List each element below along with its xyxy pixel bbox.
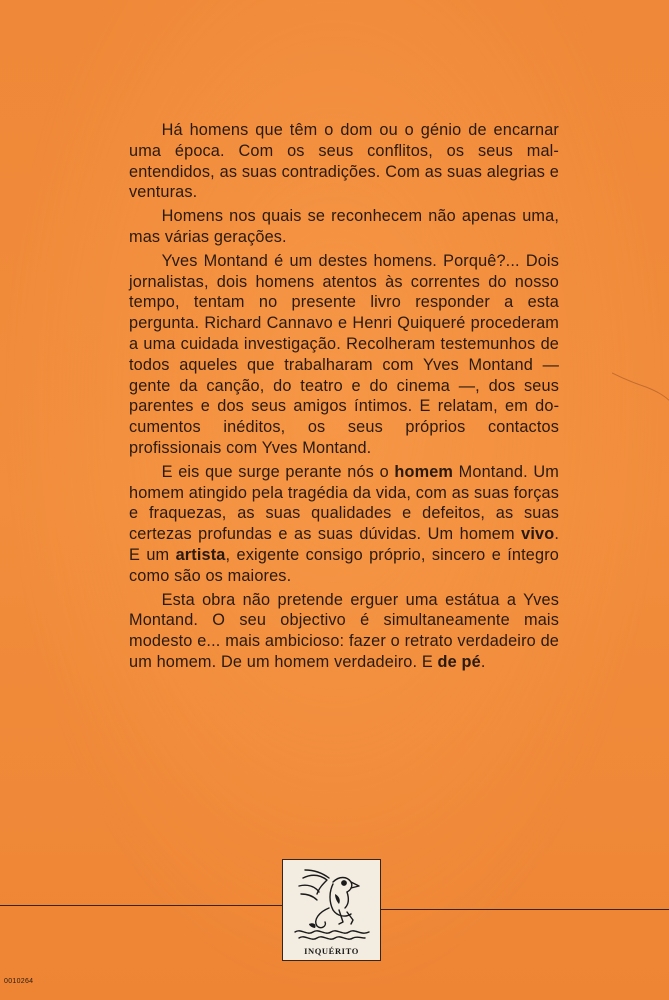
publisher-name: INQUÉRITO	[304, 946, 359, 956]
catalog-code: 0010264	[4, 978, 34, 985]
paragraph-text: Yves Montand é um destes homens. Porquê?... Dois jornalistas, dois homens atentos às correntes do nosso tempo, tentam no presente livro responder a esta pergunta. Richard Cannavo e Henri Quiqueré procederam a uma cuidada investigação. Recolheram testemunhos de todos aqueles que trabalharam com Yves Montand — gente da canção, do teatro e do cinema —, dos seus parentes e dos seus amigos íntimos. E relatam, em documentos inéditos, os seus próprios contactos profissionais com Yves Montand.	[129, 251, 559, 457]
paragraph-text: Esta obra não pretende erguer uma estátua a Yves Montand. O seu objectivo é simultaneamente mais modesto e... mais ambicioso: fazer o retrato verdadeiro de um homem. De um homem verdadeiro. E	[129, 590, 559, 671]
blurb-paragraph	[129, 590, 559, 673]
griffin-emblem-icon	[289, 864, 375, 946]
paragraph-text: . E um	[129, 525, 559, 564]
paragraph-text: Há homens que têm o dom ou o génio de encarnar uma época. Com os seus conflitos, os seus mal-entendidos, as suas contradições. Com as suas alegrias e venturas.	[129, 121, 559, 202]
paragraph-text: Homens nos quais se reconhecem não apenas uma, mas várias gerações.	[129, 207, 559, 246]
paper-crease	[612, 365, 669, 405]
emphasis-text: de pé	[437, 652, 481, 671]
blurb-paragraph	[129, 251, 559, 459]
divider-right	[381, 909, 669, 910]
paragraph-text: .	[480, 652, 486, 671]
emphasis-text: homem	[394, 462, 454, 481]
blurb-paragraph	[129, 206, 559, 248]
blurb-paragraph	[129, 120, 559, 203]
divider-left	[0, 905, 282, 906]
blurb-paragraph	[129, 462, 559, 587]
paragraph-text: E eis que surge perante nós o	[161, 462, 395, 481]
emphasis-text: artista	[175, 545, 226, 564]
paragraph-text: , exigente consigo próprio, sincero e íntegro como são os maiores.	[129, 545, 559, 585]
emphasis-text: vivo	[521, 525, 555, 544]
paragraph-text: Montand. Um homem atingido pela tragédia da vida, com as suas forças e fraquezas, as suas qualidades e defeitos, as suas certezas profundas e as suas dúvidas. Um homem	[129, 462, 559, 544]
publisher-logo	[282, 859, 381, 961]
blurb-text	[129, 120, 559, 676]
